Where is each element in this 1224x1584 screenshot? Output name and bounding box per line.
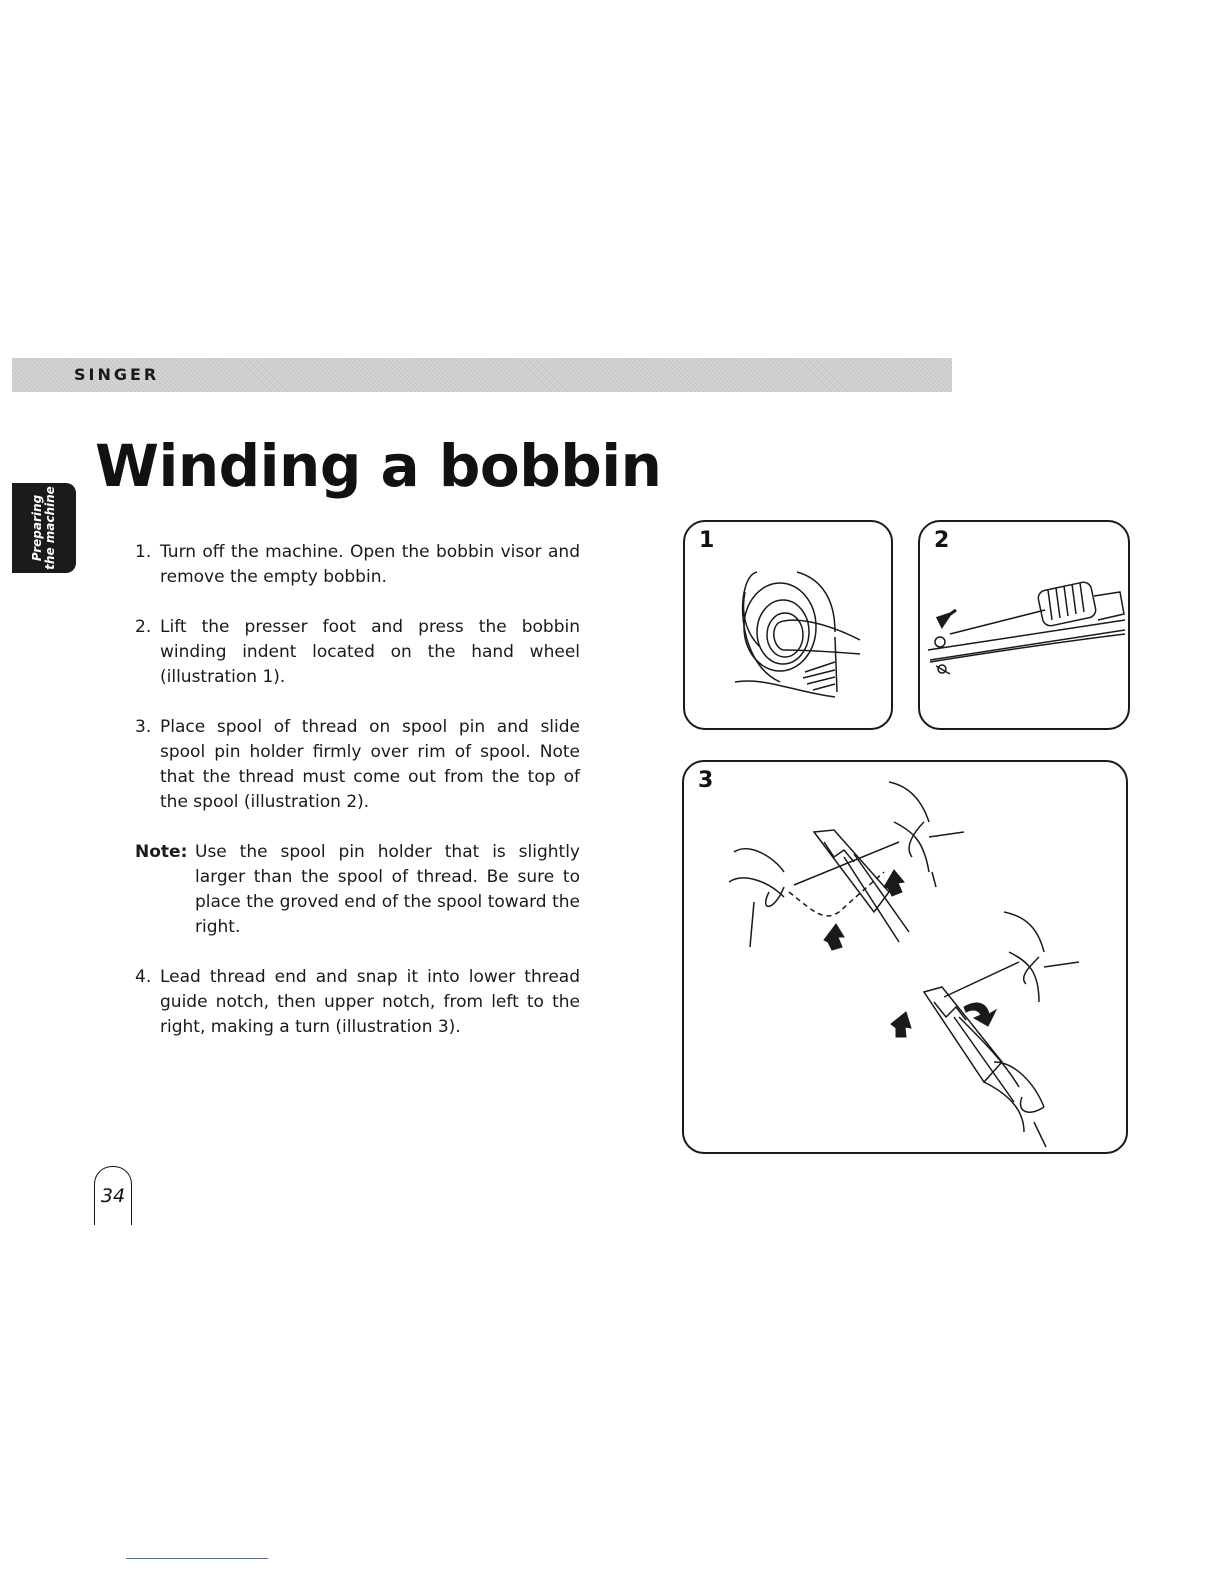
illustration-number: 2: [934, 528, 950, 553]
step-number: 1.: [135, 542, 152, 562]
step-text: Lead thread end and snap it into lower thread guide notch, then upper notch, from left to the right, making a turn (illustration 3).: [160, 967, 580, 1037]
step-text: Turn off the machine. Open the bobbin visor and remove the empty bobbin.: [160, 542, 580, 587]
section-tab-line1: Preparing: [30, 494, 44, 562]
illustration-2-panel: [918, 520, 1130, 730]
note-block: [135, 840, 580, 940]
section-tab: [12, 483, 76, 573]
instruction-step: [135, 715, 580, 815]
step-number: 2.: [135, 617, 152, 637]
instruction-step: [135, 615, 580, 690]
illustration-number: 1: [699, 528, 715, 553]
section-tab-label: [31, 486, 57, 570]
note-label: Note:: [135, 842, 188, 862]
thread-guide-illustration: [684, 762, 1126, 1152]
brand-logo: SINGER: [74, 365, 160, 384]
instruction-list: [135, 540, 580, 1065]
illustration-1-panel: [683, 520, 893, 730]
header-bar: [12, 358, 952, 392]
page-title: Winding a bobbin: [95, 432, 662, 500]
spool-pin-illustration: [920, 522, 1128, 728]
page-number: 34: [100, 1185, 126, 1207]
hand-wheel-press-illustration: [685, 522, 891, 728]
section-tab-line2: the machine: [43, 486, 57, 570]
footer-rule: [126, 1558, 268, 1559]
illustration-number: 3: [698, 768, 714, 793]
page-number-box: [94, 1166, 132, 1225]
instruction-step: [135, 540, 580, 590]
illustration-3-panel: [682, 760, 1128, 1154]
step-text: Place spool of thread on spool pin and slide spool pin holder firmly over rim of spool. Note that the thread must come out from the top of the spool (illustration 2).: [160, 717, 580, 812]
step-number: 4.: [135, 967, 152, 987]
note-text: Use the spool pin holder that is slightly larger than the spool of thread. Be sure to place the groved end of the spool toward the right.: [195, 842, 580, 937]
step-number: 3.: [135, 717, 152, 737]
instruction-step: [135, 965, 580, 1040]
step-text: Lift the presser foot and press the bobbin winding indent located on the hand wheel (illustration 1).: [160, 617, 580, 687]
